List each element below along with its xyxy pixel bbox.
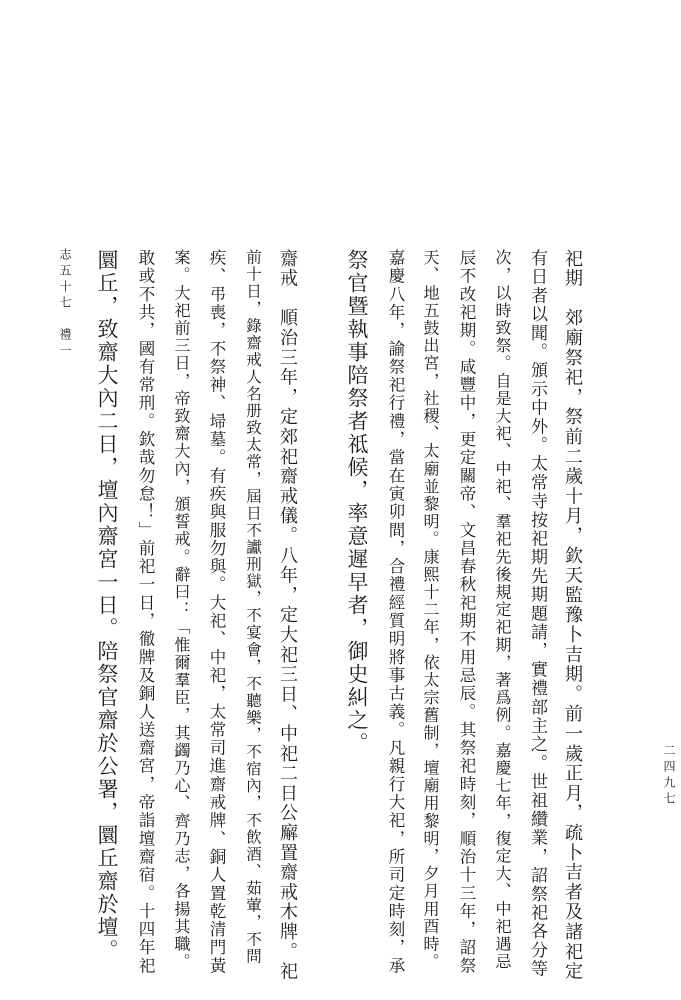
text-column: 次，以時致祭。自是大祀、中祀、羣祀先後規定祀期，著爲例。嘉慶七年，復定大、中祀遇忌 <box>493 249 512 971</box>
text-column: 天、地五鼓出宮，社稷、太廟並黎明。康熙十二年，依太宗舊制，壇廟用黎明，夕月用酉時。 <box>421 249 440 971</box>
text-column: 有日者以聞。頒示中外。太常寺按祀期先期題請，實禮部主之。世祖纘業，詔祭祀各分等 <box>527 249 547 979</box>
text-column: 辰不改祀期。咸豐中，更定關帝、文昌春秋祀期不用忌辰。其祭祀時刻，順治十三年，詔祭 <box>457 249 476 975</box>
text-column: 祭官暨執事陪祭者祗候，率意遲早者，御史糾之。 <box>345 249 369 755</box>
text-column: 嘉慶八年，諭祭祀行禮，當在寅卯間，合禮經質明將事古義。凡親行大祀，所司定時刻，承 <box>386 249 405 975</box>
text-column: 疾、弔喪，不祭神、埽墓。有疾與服勿與。大祀、中祀，太常司進齋戒牌、銅人置乾清門黃 <box>207 249 226 975</box>
text-column: 齋戒 順治三年，定郊祀齋戒儀。八年，定大祀三日、中祀二日公廨置齋戒木牌。祀 <box>277 249 298 982</box>
page-number: 二四九七 <box>662 744 676 808</box>
chapter-marker: 志五十七 禮一 <box>58 248 72 360</box>
text-column: 圜丘，致齋大內二日，壇內齋宮一日。陪祭官齋於公署，圜丘齋於壇。 <box>95 249 119 962</box>
text-column: 祀期 郊廟祭祀，祭前二歲十月，欽天監豫卜吉期。前一歲正月，疏卜吉者及諸祀定 <box>562 249 583 982</box>
text-column: 前十日，錄齋戒人名册致太常，屆日不讞刑獄，不宴會，不聽樂，不宿內，不飲酒、茹葷，不問 <box>244 249 262 966</box>
text-column: 敢或不共，國有常刑。欽哉勿怠！」前祀一日，徹牌及銅人送齋宮，帝詣壇齋宿。十四年祀 <box>136 249 155 975</box>
text-column: 案。大祀前三日，帝致齋大內，頒誓戒。辭曰：「惟爾羣臣，其蠲乃心、齊乃志，各揚其職。 <box>172 249 191 971</box>
